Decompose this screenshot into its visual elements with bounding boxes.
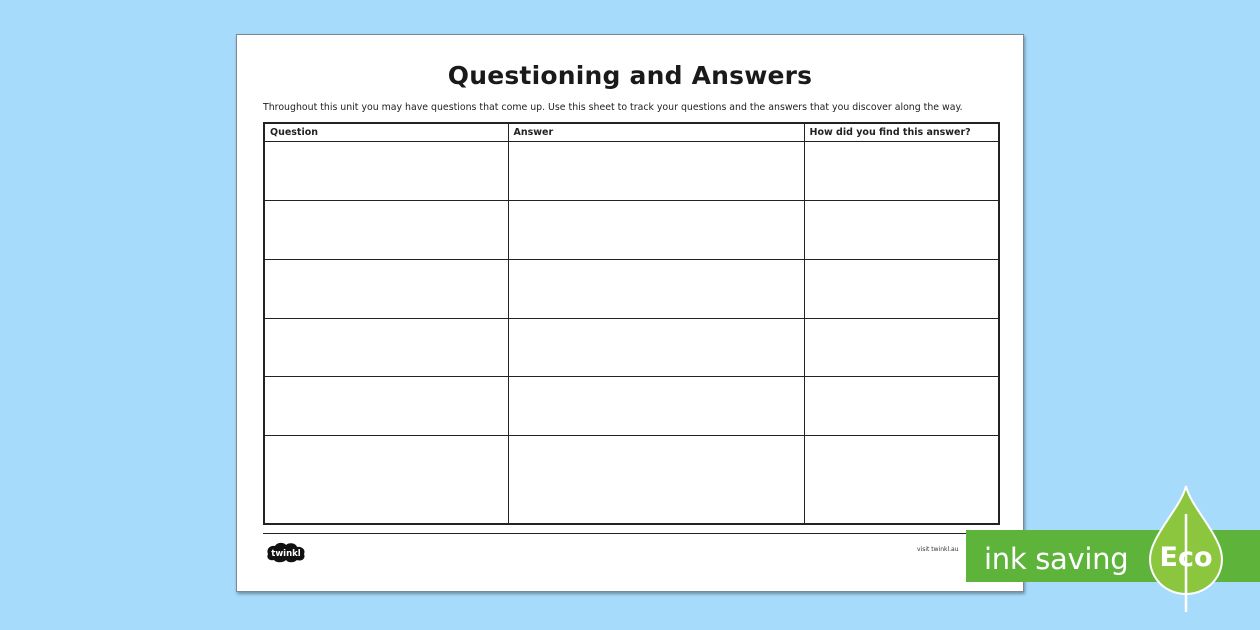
footer-divider (263, 533, 998, 534)
worksheet-title: Questioning and Answers (447, 61, 813, 90)
eco-label: Eco (1159, 542, 1213, 573)
question-cell[interactable] (264, 377, 508, 436)
header-question: Question (264, 123, 508, 142)
worksheet-intro: Throughout this unit you may have questions that come up. Use this sheet to track your questions and the answers that you discover along the way. (263, 102, 963, 113)
table-row (264, 377, 999, 436)
question-cell[interactable] (264, 259, 508, 318)
ink-saving-label: ink saving (984, 542, 1129, 576)
twinkl-logo-icon (264, 540, 308, 564)
how-found-cell[interactable] (804, 142, 999, 201)
visit-link[interactable]: visit twinkl.au (917, 546, 959, 553)
question-cell[interactable] (264, 200, 508, 259)
table-header-row (264, 123, 999, 142)
answer-cell[interactable] (508, 318, 804, 377)
ink-saving-eco-badge (966, 484, 1260, 614)
how-found-cell[interactable] (804, 200, 999, 259)
answer-cell[interactable] (508, 259, 804, 318)
answer-cell[interactable] (508, 436, 804, 524)
table-row (264, 200, 999, 259)
how-found-cell[interactable] (804, 377, 999, 436)
how-found-cell[interactable] (804, 259, 999, 318)
question-cell[interactable] (264, 142, 508, 201)
table-row (264, 318, 999, 377)
header-how-found: How did you find this answer? (804, 123, 999, 142)
table-row (264, 259, 999, 318)
worksheet-page (236, 34, 1024, 592)
question-cell[interactable] (264, 436, 508, 524)
header-answer: Answer (508, 123, 804, 142)
how-found-cell[interactable] (804, 318, 999, 377)
answer-cell[interactable] (508, 142, 804, 201)
logo-text: twinkl (271, 549, 301, 559)
answer-cell[interactable] (508, 200, 804, 259)
question-cell[interactable] (264, 318, 508, 377)
qa-table (263, 122, 1000, 525)
answer-cell[interactable] (508, 377, 804, 436)
table-row (264, 142, 999, 201)
table-row (264, 436, 999, 524)
